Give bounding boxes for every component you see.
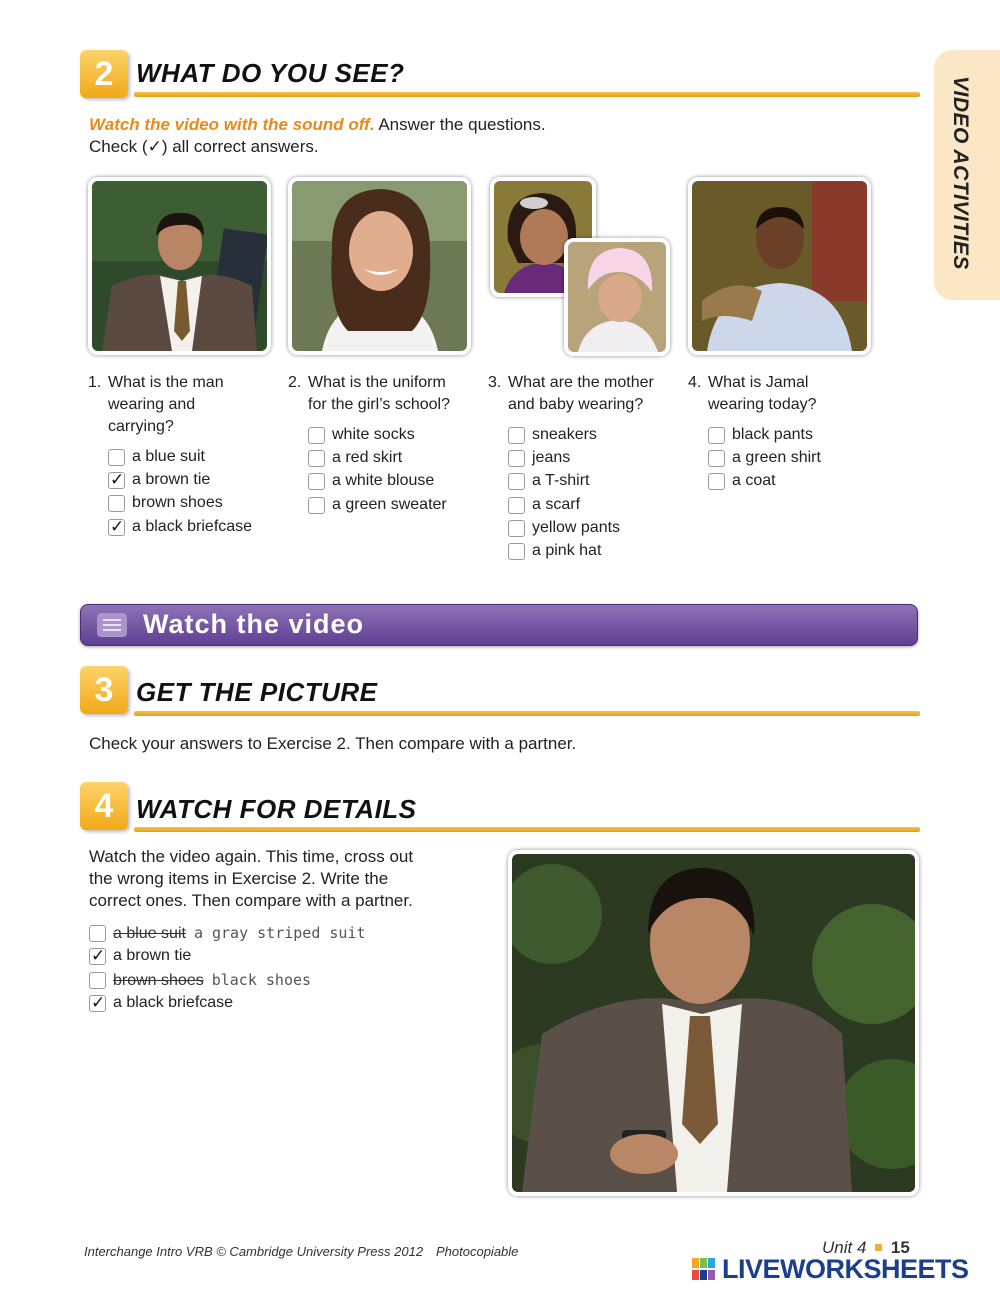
photo-school-girl <box>288 177 471 355</box>
answer-label: white socks <box>332 426 415 443</box>
answer-label: a black briefcase <box>132 517 253 535</box>
checkbox[interactable] <box>308 473 325 490</box>
photo-man-in-suit <box>88 177 271 355</box>
detail-label-wrap <box>113 969 311 992</box>
banner-label: Watch the video <box>143 609 365 639</box>
detail-label: a blue suit <box>113 925 186 942</box>
photo-man-with-phone <box>508 850 919 1196</box>
liveworksheets-watermark <box>692 1254 992 1284</box>
question-text: What is Jamal wearing today? <box>708 374 817 413</box>
handwritten-correction: a gray striped suit <box>193 924 366 942</box>
watch-video-banner[interactable] <box>80 604 918 646</box>
checkbox[interactable] <box>108 516 125 536</box>
side-tab <box>934 50 1000 300</box>
photo-baby <box>564 238 670 356</box>
photo-jamal <box>688 177 871 355</box>
detail-label: a black briefcase <box>113 993 234 1011</box>
checkbox[interactable] <box>708 473 725 490</box>
question-number: 3. <box>488 374 502 391</box>
answer-label: jeans <box>532 449 571 467</box>
handwritten-correction: black shoes <box>211 970 312 989</box>
section-4-instruction-line-3: correct ones. Then compare with a partner. <box>89 891 413 910</box>
checkbox[interactable] <box>708 450 725 467</box>
checkbox[interactable] <box>308 450 325 467</box>
question-text: What is the man wearing and carrying? <box>108 374 224 435</box>
checkbox[interactable] <box>508 497 525 514</box>
answer-label: sneakers <box>532 426 597 443</box>
section-4-number: 4 <box>80 782 128 830</box>
detail-label-wrap <box>113 992 233 1014</box>
checkmark-icon: ✓ <box>110 470 125 490</box>
checkbox[interactable] <box>89 992 106 1012</box>
section-2-number: 2 <box>80 50 128 98</box>
footer-unit-page: Unit 4 15 <box>822 1238 910 1257</box>
answer-label: a brown tie <box>132 471 211 489</box>
section-2-title: WHAT DO YOU SEE? <box>136 58 405 88</box>
section-4-rule <box>134 827 920 832</box>
checkmark-icon: ✓ <box>91 992 106 1012</box>
checkbox[interactable] <box>508 543 525 560</box>
answer-label: a red skirt <box>332 449 403 467</box>
detail-label: a brown tie <box>113 947 192 965</box>
side-tab-label: VIDEO ACTIVITIES <box>949 76 972 270</box>
section-3-number: 3 <box>80 666 128 714</box>
checkbox[interactable] <box>508 473 525 490</box>
question-text: What are the mother and baby wearing? <box>508 374 654 413</box>
checkbox[interactable] <box>108 449 125 466</box>
checkmark-icon: ✓ <box>91 946 106 966</box>
section-2-instruction-line2: Check (✓) all correct answers. <box>89 137 319 156</box>
question-number: 2. <box>288 374 302 391</box>
detail-label-wrap <box>113 945 191 967</box>
checkbox[interactable] <box>508 520 525 537</box>
answer-label: black pants <box>732 426 813 443</box>
section-3-instruction: Check your answers to Exercise 2. Then compare with a partner. <box>89 734 577 753</box>
detail-label: brown shoes <box>113 971 204 989</box>
answer-label: a pink hat <box>532 542 602 559</box>
answer-label: a white blouse <box>332 472 435 490</box>
answer-label: a blue suit <box>132 448 205 465</box>
section-2-instruction: Watch the video with the sound off. Answer the questions. <box>89 115 546 134</box>
section-3-rule <box>134 711 920 716</box>
section-3-title: GET THE PICTURE <box>136 677 378 707</box>
detail-label-wrap <box>113 922 366 945</box>
question-number: 1. <box>88 374 102 391</box>
checkbox[interactable] <box>89 972 106 989</box>
answer-label: yellow pants <box>532 518 621 536</box>
checkbox[interactable] <box>108 472 125 489</box>
answer-label: a T-shirt <box>532 472 590 490</box>
checkbox[interactable] <box>508 427 525 444</box>
checkbox[interactable] <box>108 495 125 512</box>
section-4-instruction-line-2: the wrong items in Exercise 2. Write the <box>89 869 389 888</box>
answer-label: a green shirt <box>732 449 821 467</box>
checkbox[interactable] <box>89 948 106 965</box>
section-2-rule <box>134 92 920 97</box>
answer-label: a scarf <box>532 495 581 513</box>
question-number: 4. <box>688 374 702 391</box>
answer-label: brown shoes <box>132 494 223 512</box>
question-text: What is the uniform for the girl’s school? <box>308 374 450 413</box>
footer-photocopiable: Photocopiable <box>436 1244 519 1259</box>
menu-icon <box>97 613 127 637</box>
checkbox[interactable] <box>89 925 106 942</box>
bullet-icon <box>875 1244 882 1251</box>
checkbox[interactable] <box>308 497 325 514</box>
liveworksheets-text: LIVEWORKSHEETS <box>722 1254 969 1284</box>
answer-label: a coat <box>732 472 776 490</box>
answer-label: a green sweater <box>332 495 447 513</box>
checkmark-icon: ✓ <box>110 516 125 536</box>
checkbox[interactable] <box>708 427 725 444</box>
checkbox[interactable] <box>308 427 325 444</box>
section-4-instruction-line-1: Watch the video again. This time, cross out <box>89 847 414 866</box>
footer-credit: Interchange Intro VRB © Cambridge University Press 2012 <box>84 1244 424 1259</box>
checkbox[interactable] <box>508 450 525 467</box>
section-4-title: WATCH FOR DETAILS <box>136 794 417 824</box>
liveworksheets-logo-icon <box>692 1258 716 1280</box>
